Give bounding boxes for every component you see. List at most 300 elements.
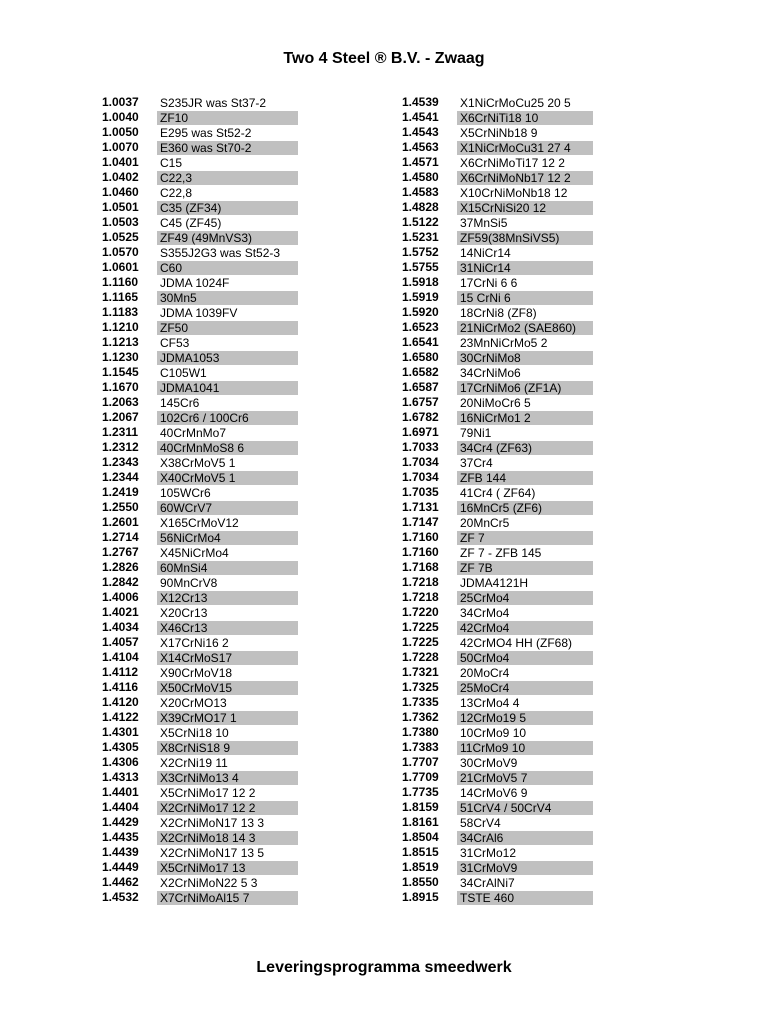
material-grade: JDMA4121H (460, 575, 529, 590)
material-row (402, 470, 593, 485)
material-grade: 15 CrNi 6 (457, 291, 593, 305)
material-grade: X38CrMoV5 1 (160, 455, 236, 470)
material-grade: 50CrMo4 (457, 651, 593, 665)
material-grade: X1NiCrMoCu31 27 4 (457, 141, 593, 155)
material-number: 1.7707 (402, 755, 439, 769)
material-row (402, 395, 593, 410)
material-grade: X1NiCrMoCu25 20 5 (460, 95, 571, 110)
material-row (402, 845, 593, 860)
material-grade: ZF 7B (457, 561, 593, 575)
material-grade: C22,8 (160, 185, 193, 200)
material-grade: X10CrNiMoNb18 12 (460, 185, 568, 200)
material-grade: 42CrMO4 HH (ZF68) (460, 635, 573, 650)
material-grade: 12CrMo19 5 (457, 711, 593, 725)
material-row (102, 470, 298, 485)
material-grade: ZF 7 (457, 531, 593, 545)
material-grade: 14NiCr14 (460, 245, 511, 260)
material-grade: 60WCrV7 (157, 501, 298, 515)
material-grade: X5CrNiMo17 13 (157, 861, 298, 875)
material-row (102, 125, 298, 140)
material-grade: JDMA1041 (157, 381, 298, 395)
material-number: 1.7225 (402, 620, 439, 634)
material-row (402, 170, 593, 185)
material-number: 1.5920 (402, 305, 439, 319)
material-number: 1.4429 (102, 815, 139, 829)
material-number: 1.4306 (102, 755, 139, 769)
material-row (102, 410, 298, 425)
material-row (402, 800, 593, 815)
material-row (402, 485, 593, 500)
material-grade: 10CrMo9 10 (460, 725, 527, 740)
material-row (102, 350, 298, 365)
material-grade: 31NiCr14 (457, 261, 593, 275)
material-row (402, 140, 593, 155)
material-number: 1.6971 (402, 425, 439, 439)
material-row (102, 305, 298, 320)
material-row (102, 185, 298, 200)
material-number: 1.6587 (402, 380, 439, 394)
material-grade: X7CrNiMoAl15 7 (157, 891, 298, 905)
material-grade: X20CrMO13 (160, 695, 227, 710)
material-row (102, 755, 298, 770)
material-number: 1.2842 (102, 575, 139, 589)
material-row (102, 740, 298, 755)
material-row (402, 545, 593, 560)
material-number: 1.0503 (102, 215, 139, 229)
material-grade: 30Mn5 (157, 291, 298, 305)
material-number: 1.1165 (102, 290, 139, 304)
material-row (102, 845, 298, 860)
material-number: 1.1545 (102, 365, 139, 379)
material-number: 1.0070 (102, 140, 139, 154)
material-grade: 14CrMoV6 9 (460, 785, 528, 800)
material-grade: 41Cr4 ( ZF64) (460, 485, 536, 500)
material-number: 1.4104 (102, 650, 139, 664)
material-grade: 13CrMo4 4 (460, 695, 520, 710)
material-row (102, 890, 298, 905)
material-grade: CF53 (160, 335, 190, 350)
material-number: 1.2550 (102, 500, 139, 514)
material-row (102, 155, 298, 170)
material-row (402, 455, 593, 470)
material-row (402, 230, 593, 245)
material-row (402, 380, 593, 395)
material-grade: ZFB 144 (457, 471, 593, 485)
material-row (102, 95, 298, 110)
material-number: 1.7218 (402, 590, 439, 604)
material-row (102, 875, 298, 890)
material-number: 1.4034 (102, 620, 139, 634)
material-row (102, 515, 298, 530)
material-grade: JDMA 1024F (160, 275, 230, 290)
material-number: 1.4828 (402, 200, 439, 214)
material-row (402, 95, 593, 110)
material-grade: 20MnCr5 (460, 515, 510, 530)
material-row (402, 110, 593, 125)
material-number: 1.4305 (102, 740, 139, 754)
material-number: 1.4435 (102, 830, 139, 844)
material-row (102, 440, 298, 455)
material-row (402, 200, 593, 215)
material-grade: X165CrMoV12 (160, 515, 239, 530)
material-row (102, 650, 298, 665)
material-row (402, 815, 593, 830)
material-row (102, 200, 298, 215)
material-grade: X2CrNiMoN17 13 3 (160, 815, 265, 830)
material-number: 1.6757 (402, 395, 439, 409)
material-row (402, 515, 593, 530)
material-row (402, 740, 593, 755)
material-number: 1.7220 (402, 605, 439, 619)
material-grade: 21CrMoV5 7 (457, 771, 593, 785)
material-row (402, 770, 593, 785)
material-row (402, 710, 593, 725)
material-row (402, 620, 593, 635)
material-grade: 30CrMoV9 (460, 755, 518, 770)
material-grade: X5CrNi18 10 (160, 725, 229, 740)
material-row (402, 530, 593, 545)
material-row (102, 500, 298, 515)
material-number: 1.7033 (402, 440, 439, 454)
material-number: 1.5122 (402, 215, 439, 229)
material-row (402, 245, 593, 260)
material-grade: 25CrMo4 (457, 591, 593, 605)
material-row (402, 155, 593, 170)
material-row (102, 695, 298, 710)
material-row (102, 335, 298, 350)
material-number: 1.7160 (402, 545, 439, 559)
material-row (402, 890, 593, 905)
material-number: 1.4583 (402, 185, 439, 199)
material-grade: 40CrMnMoS8 6 (157, 441, 298, 455)
material-number: 1.0050 (102, 125, 139, 139)
material-number: 1.4541 (402, 110, 439, 124)
material-number: 1.1213 (102, 335, 139, 349)
material-grade: 79Ni1 (460, 425, 492, 440)
material-grade: 31CrMoV9 (457, 861, 593, 875)
material-grade: 58CrV4 (460, 815, 501, 830)
material-number: 1.6582 (402, 365, 439, 379)
material-grade: X20Cr13 (160, 605, 208, 620)
material-grade: X40CrMoV5 1 (157, 471, 298, 485)
material-number: 1.0037 (102, 95, 139, 109)
material-row (402, 215, 593, 230)
material-grade: 31CrMo12 (460, 845, 517, 860)
material-number: 1.8915 (402, 890, 439, 904)
right-material-column (402, 95, 593, 905)
material-grade: 37MnSi5 (460, 215, 508, 230)
material-grade: C45 (ZF45) (160, 215, 222, 230)
material-number: 1.2826 (102, 560, 139, 574)
material-row (102, 245, 298, 260)
material-number: 1.0401 (102, 155, 139, 169)
material-grade: 17CrNi 6 6 (460, 275, 518, 290)
material-number: 1.7383 (402, 740, 439, 754)
material-grade: 34CrNiMo6 (460, 365, 521, 380)
material-grade: X3CrNiMo13 4 (157, 771, 298, 785)
material-row (402, 875, 593, 890)
material-number: 1.7380 (402, 725, 439, 739)
material-number: 1.4301 (102, 725, 139, 739)
material-grade: X5CrNiNb18 9 (460, 125, 538, 140)
material-grade: X8CrNiS18 9 (157, 741, 298, 755)
material-grade: X2CrNiMo18 14 3 (157, 831, 298, 845)
material-grade: 56NiCrMo4 (157, 531, 298, 545)
material-number: 1.0460 (102, 185, 139, 199)
material-row (102, 770, 298, 785)
material-grade: 34CrAl6 (457, 831, 593, 845)
material-row (402, 350, 593, 365)
material-number: 1.7321 (402, 665, 439, 679)
material-number: 1.0501 (102, 200, 139, 214)
material-number: 1.2601 (102, 515, 139, 529)
material-row (402, 830, 593, 845)
material-number: 1.2312 (102, 440, 139, 454)
material-row (102, 545, 298, 560)
material-row (402, 695, 593, 710)
material-number: 1.2714 (102, 530, 139, 544)
material-grade: TSTE 460 (457, 891, 593, 905)
material-row (102, 620, 298, 635)
material-grade: 60MnSi4 (157, 561, 298, 575)
material-row (402, 320, 593, 335)
material-grade: 20NiMoCr6 5 (460, 395, 531, 410)
material-row (402, 605, 593, 620)
material-row (402, 680, 593, 695)
material-row (402, 635, 593, 650)
material-number: 1.0040 (102, 110, 139, 124)
material-number: 1.5919 (402, 290, 439, 304)
material-number: 1.4563 (402, 140, 439, 154)
material-grade: X5CrNiMo17 12 2 (160, 785, 256, 800)
material-number: 1.0402 (102, 170, 139, 184)
material-row (402, 185, 593, 200)
material-number: 1.2419 (102, 485, 139, 499)
material-grade: C15 (160, 155, 183, 170)
material-row (102, 110, 298, 125)
material-grade: X2CrNiMo17 12 2 (157, 801, 298, 815)
material-row (402, 860, 593, 875)
material-number: 1.4116 (102, 680, 139, 694)
material-row (102, 575, 298, 590)
material-number: 1.7168 (402, 560, 439, 574)
material-number: 1.2344 (102, 470, 139, 484)
material-number: 1.8504 (402, 830, 439, 844)
material-row (402, 365, 593, 380)
material-grade: X45NiCrMo4 (160, 545, 229, 560)
material-number: 1.4580 (402, 170, 439, 184)
material-number: 1.4021 (102, 605, 139, 619)
material-grade: X90CrMoV18 (160, 665, 233, 680)
material-number: 1.8515 (402, 845, 439, 859)
material-number: 1.2063 (102, 395, 139, 409)
material-number: 1.0570 (102, 245, 139, 259)
material-number: 1.7160 (402, 530, 439, 544)
material-grade: C22,3 (157, 171, 298, 185)
material-number: 1.7225 (402, 635, 439, 649)
material-number: 1.2067 (102, 410, 139, 424)
material-row (102, 365, 298, 380)
material-number: 1.8159 (402, 800, 439, 814)
material-grade: 34Cr4 (ZF63) (457, 441, 593, 455)
material-number: 1.2767 (102, 545, 139, 559)
material-row (402, 290, 593, 305)
page-title: Two 4 Steel ® B.V. - Zwaag (283, 50, 485, 67)
material-grade: X46Cr13 (157, 621, 298, 635)
material-number: 1.8519 (402, 860, 439, 874)
material-number: 1.5231 (402, 230, 439, 244)
material-number: 1.4404 (102, 800, 139, 814)
material-grade: ZF 7 - ZFB 145 (460, 545, 542, 560)
material-row (102, 425, 298, 440)
material-grade: 105WCr6 (160, 485, 211, 500)
material-grade: X6CrNiMoNb17 12 2 (457, 171, 593, 185)
material-grade: 102Cr6 / 100Cr6 (157, 411, 298, 425)
material-row (402, 755, 593, 770)
material-grade: 16NiCrMo1 2 (457, 411, 593, 425)
material-row (402, 560, 593, 575)
material-row (102, 635, 298, 650)
material-grade: X2CrNiMoN22 5 3 (160, 875, 258, 890)
material-row (402, 725, 593, 740)
material-grade: X12Cr13 (157, 591, 298, 605)
material-number: 1.4462 (102, 875, 139, 889)
material-grade: JDMA 1039FV (160, 305, 238, 320)
material-row (402, 665, 593, 680)
material-row (102, 860, 298, 875)
material-number: 1.7131 (402, 500, 439, 514)
material-row (102, 275, 298, 290)
material-number: 1.7362 (402, 710, 439, 724)
material-row (102, 380, 298, 395)
material-number: 1.4313 (102, 770, 139, 784)
material-row (402, 260, 593, 275)
material-row (102, 560, 298, 575)
material-row (102, 530, 298, 545)
material-row (402, 410, 593, 425)
material-number: 1.4543 (402, 125, 439, 139)
material-row (102, 680, 298, 695)
page-footer: Leveringsprogramma smeedwerk (256, 959, 512, 976)
material-row (402, 425, 593, 440)
material-row (102, 455, 298, 470)
material-grade: C35 (ZF34) (157, 201, 298, 215)
material-grade: JDMA1053 (157, 351, 298, 365)
material-number: 1.6580 (402, 350, 439, 364)
material-grade: ZF10 (157, 111, 298, 125)
material-grade: X2CrNiMoN17 13 5 (160, 845, 265, 860)
material-number: 1.0601 (102, 260, 139, 274)
material-grade: 42CrMo4 (457, 621, 593, 635)
material-number: 1.4006 (102, 590, 139, 604)
material-row (102, 800, 298, 815)
material-number: 1.4571 (402, 155, 439, 169)
material-grade: ZF50 (157, 321, 298, 335)
material-row (402, 305, 593, 320)
material-row (102, 395, 298, 410)
material-row (102, 815, 298, 830)
material-number: 1.7218 (402, 575, 439, 589)
material-row (102, 230, 298, 245)
material-number: 1.7709 (402, 770, 439, 784)
material-number: 1.8161 (402, 815, 439, 829)
material-row (402, 500, 593, 515)
material-row (102, 710, 298, 725)
material-grade: 23MnNiCrMo5 2 (460, 335, 548, 350)
material-row (102, 140, 298, 155)
material-grade: ZF49 (49MnVS3) (157, 231, 298, 245)
material-number: 1.5755 (402, 260, 439, 274)
material-row (402, 275, 593, 290)
material-number: 1.4122 (102, 710, 139, 724)
material-grade: ZF59(38MnSiVS5) (457, 231, 593, 245)
material-grade: X39CrMO17 1 (157, 711, 298, 725)
material-grade: 34CrAlNi7 (460, 875, 515, 890)
material-number: 1.7034 (402, 470, 439, 484)
material-grade: 25MoCr4 (457, 681, 593, 695)
material-number: 1.4532 (102, 890, 139, 904)
material-number: 1.4057 (102, 635, 139, 649)
material-number: 1.6782 (402, 410, 439, 424)
left-material-column (102, 95, 298, 905)
material-row (102, 590, 298, 605)
material-grade: 11CrMo9 10 (457, 741, 593, 755)
material-number: 1.1160 (102, 275, 139, 289)
material-number: 1.2311 (102, 425, 139, 439)
material-number: 1.7735 (402, 785, 439, 799)
material-row (402, 335, 593, 350)
material-grade: 145Cr6 (160, 395, 200, 410)
material-grade: C105W1 (160, 365, 207, 380)
material-number: 1.4120 (102, 695, 139, 709)
material-row (402, 590, 593, 605)
material-number: 1.1230 (102, 350, 139, 364)
material-grade: S355J2G3 was St52-3 (160, 245, 281, 260)
material-row (102, 605, 298, 620)
material-grade: S235JR was St37-2 (160, 95, 267, 110)
material-row (102, 215, 298, 230)
material-grade: 17CrNiMo6 (ZF1A) (457, 381, 593, 395)
material-grade: 16MnCr5 (ZF6) (457, 501, 593, 515)
material-number: 1.4401 (102, 785, 139, 799)
material-grade: 18CrNi8 (ZF8) (460, 305, 537, 320)
material-grade: 21NiCrMo2 (SAE860) (457, 321, 593, 335)
material-row (402, 575, 593, 590)
material-grade: E295 was St52-2 (160, 125, 252, 140)
material-number: 1.4539 (402, 95, 439, 109)
material-number: 1.1670 (102, 380, 139, 394)
material-number: 1.7325 (402, 680, 439, 694)
material-number: 1.4439 (102, 845, 139, 859)
material-row (402, 125, 593, 140)
material-number: 1.1183 (102, 305, 139, 319)
material-row (102, 260, 298, 275)
material-number: 1.1210 (102, 320, 139, 334)
material-row (402, 650, 593, 665)
material-grade: X50CrMoV15 (157, 681, 298, 695)
material-number: 1.2343 (102, 455, 139, 469)
material-row (402, 785, 593, 800)
material-grade: X14CrMoS17 (157, 651, 298, 665)
material-number: 1.7335 (402, 695, 439, 709)
material-row (102, 785, 298, 800)
material-number: 1.0525 (102, 230, 139, 244)
material-grade: 37Cr4 (460, 455, 493, 470)
material-grade: X6CrNiMoTi17 12 2 (460, 155, 565, 170)
material-grade: X2CrNi19 11 (160, 755, 228, 770)
material-number: 1.6523 (402, 320, 439, 334)
material-grade: 30CrNiMo8 (457, 351, 593, 365)
